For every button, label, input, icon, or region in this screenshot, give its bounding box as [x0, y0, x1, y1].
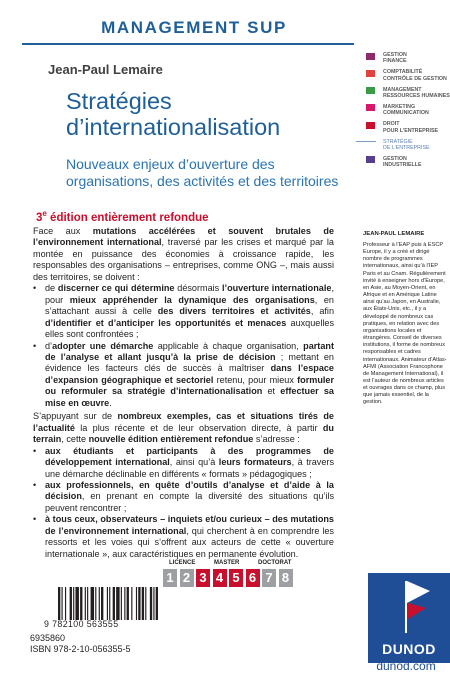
edition-number: 3: [36, 211, 43, 224]
product-code: 6935860: [30, 633, 66, 643]
list-item: • aux étudiants et participants à des programmes de développement international, ainsi qu’à leurs formateurs, à travers une démarche déclinable en différents « formats » pédagogiques ;: [33, 445, 334, 479]
barcode-bar: [65, 587, 66, 620]
barcode-digits: 9 782100 563555: [44, 619, 119, 629]
barcode-bar: [145, 587, 146, 620]
category-swatch: [366, 122, 375, 129]
level-box: 3: [196, 569, 210, 587]
category-swatch: [366, 156, 375, 163]
book-subtitle: Nouveaux enjeux d’ouverture des organisations, des activités et des territoires: [66, 156, 339, 189]
publisher-flag-icon: [368, 573, 450, 639]
category-item: GESTION FINANCE: [362, 52, 450, 65]
publisher-url: dunod.com: [376, 659, 436, 673]
barcode-bar: [138, 587, 140, 620]
barcode-bar: [127, 587, 129, 620]
level-labels: [163, 560, 323, 568]
category-item: MARKETING COMMUNICATION: [362, 104, 450, 117]
barcode-bar: [61, 587, 62, 620]
series-title: MANAGEMENT SUP: [101, 18, 287, 37]
category-swatch: [366, 53, 375, 60]
publisher-name: DUNOD: [382, 641, 436, 657]
barcode-bar: [91, 587, 94, 620]
level-box: 5: [229, 569, 243, 587]
barcode-bar: [121, 587, 122, 620]
category-list: [362, 52, 450, 173]
barcode-bar: [75, 587, 78, 620]
barcode-bar: [142, 587, 144, 620]
blurb: [33, 226, 334, 560]
barcode-bar: [124, 587, 125, 620]
blurb-audience-intro: S’appuyant sur de nombreux exemples, cas et situations tirés de l’actualité la plus récente et de leur observation directe, à partir du terrain, cette nouvelle édition entièrement refondue s’adresse :: [33, 411, 334, 445]
level-label-doctorat: DOCTORAT: [258, 560, 292, 566]
barcode-bar: [150, 587, 152, 620]
category-item: DROIT POUR L’ENTREPRISE: [362, 121, 450, 134]
barcode-bar: [113, 587, 115, 620]
active-indicator: [356, 141, 376, 142]
list-item: • d’adopter une démarche applicable à chaque organisation, partant de l’analyse et allant jusqu’à la prise de décision ; mettant en évidence les facteurs clés de succès à maîtriser dans l’espace d’expansion géographique et sectoriel retenu, pour mieux formuler ou reformuler sa stratégie d’internationalisation et effectuer sa mise en œuvre.: [33, 340, 334, 408]
barcode-bar: [116, 587, 119, 620]
barcode-bar: [73, 587, 74, 620]
category-item-active: STRATÉGIE DE L’ENTREPRISE: [362, 139, 450, 152]
category-item: GESTION INDUSTRIELLE: [362, 156, 450, 169]
list-item: • aux professionnels, en quête d’outils d’analyse et d’aide à la décision, en prenant en compte la diversité des situations qu’ils peuvent rencontrer ;: [33, 479, 334, 513]
barcode-bar: [87, 587, 88, 620]
author-bio-heading: JEAN-PAUL LEMAIRE: [363, 231, 425, 237]
level-box: 8: [279, 569, 293, 587]
category-swatch: [366, 70, 375, 77]
title-line-2: d’internationalisation: [66, 114, 281, 140]
blurb-intro: Face aux mutations accélérées et souvent brutales de l’environnement international, traversé par les crises et marqué par la montée en puissance des économies à croissance rapide, les responsables des organisations – entreprises, comme ONG –, mais aussi des territoires, se doivent :: [33, 226, 334, 282]
category-item: MANAGEMENT RESSOURCES HUMAINES: [362, 87, 450, 100]
level-indicator: [163, 560, 323, 587]
level-box: 1: [163, 569, 177, 587]
edition-text: édition entièrement refondue: [46, 211, 209, 224]
audience-list: [33, 446, 334, 561]
isbn-block: [30, 633, 131, 655]
category-item: COMPTABILITÉ CONTRÔLE DE GESTION: [362, 69, 450, 82]
list-item: • de discerner ce qui détermine désormais l’ouverture internationale, pour mieux appréhender la dynamique des organisations, en s’attachant aussi à celle des divers territoires et activités, afin d’identifier et d’anticiper les opportunités et menaces auxquelles elles sont confrontées ;: [33, 283, 334, 340]
category-swatch: [366, 104, 375, 111]
barcode-bar: [131, 587, 132, 620]
barcode-bar: [58, 587, 60, 620]
level-boxes: [163, 569, 323, 587]
barcode-bar: [107, 587, 108, 620]
author-name: Jean-Paul Lemaire: [48, 62, 163, 77]
barcode-bar: [109, 587, 110, 620]
barcode-bar: [85, 587, 86, 620]
book-title: [66, 88, 356, 140]
barcode-bar: [95, 587, 96, 620]
objectives-list: [33, 283, 334, 409]
category-swatch: [366, 87, 375, 94]
barcode-bar: [80, 587, 82, 620]
barcode-bar: [153, 587, 154, 620]
barcode-bar: [101, 587, 103, 620]
series-rule: [22, 43, 354, 45]
edition-suffix: e: [42, 209, 47, 218]
level-label-master: MASTER: [214, 560, 240, 566]
title-line-1: Stratégies: [66, 88, 172, 114]
level-box: 2: [180, 569, 194, 587]
level-box: 4: [213, 569, 227, 587]
level-box: 6: [246, 569, 260, 587]
barcode-bar: [156, 587, 158, 620]
edition-line: [36, 209, 209, 224]
list-item: • à tous ceux, observateurs – inquiets et/ou curieux – des mutations de l’environnement international, qui cherchent à en comprendre les ressorts et les voies qui s’offrent aux acteurs de cette « ouverture internationale », aux caractéristiques en permanente évolution.: [33, 514, 334, 559]
author-bio-text: Professeur à l’EAP puis à ESCP Europe, il y a créé et dirigé nombre de programmes internationaux, ainsi qu’à l’IEP Paris et au Cnam. Régulièrement invité à enseigner hors d’Europe, en Asie, au Moyen-Orient, en Afrique et en Amérique Latine ainsi qu’au Japon, en Australie, aux États-Unis, etc., il y a développé de nombreux cas pratiques, en relation avec des organisations locales et étrangères. Conseil de diverses institutions, il forme de nombreux responsables et cadres internationaux. Animateur d’Atlas-AFMI (Association Francophone de Management International), il est l’auteur de nombreux articles et ouvrages dans ce champ, plus que jamais essentiel, de la gestion.: [363, 242, 447, 406]
barcode-bar: [70, 587, 72, 620]
level-box: 7: [262, 569, 276, 587]
isbn: ISBN 978-2-10-056355-5: [30, 644, 131, 654]
barcode-bar: [99, 587, 100, 620]
level-label-licence: LICENCE: [169, 560, 196, 566]
barcode-bar: [136, 587, 137, 620]
barcode: [58, 587, 158, 620]
